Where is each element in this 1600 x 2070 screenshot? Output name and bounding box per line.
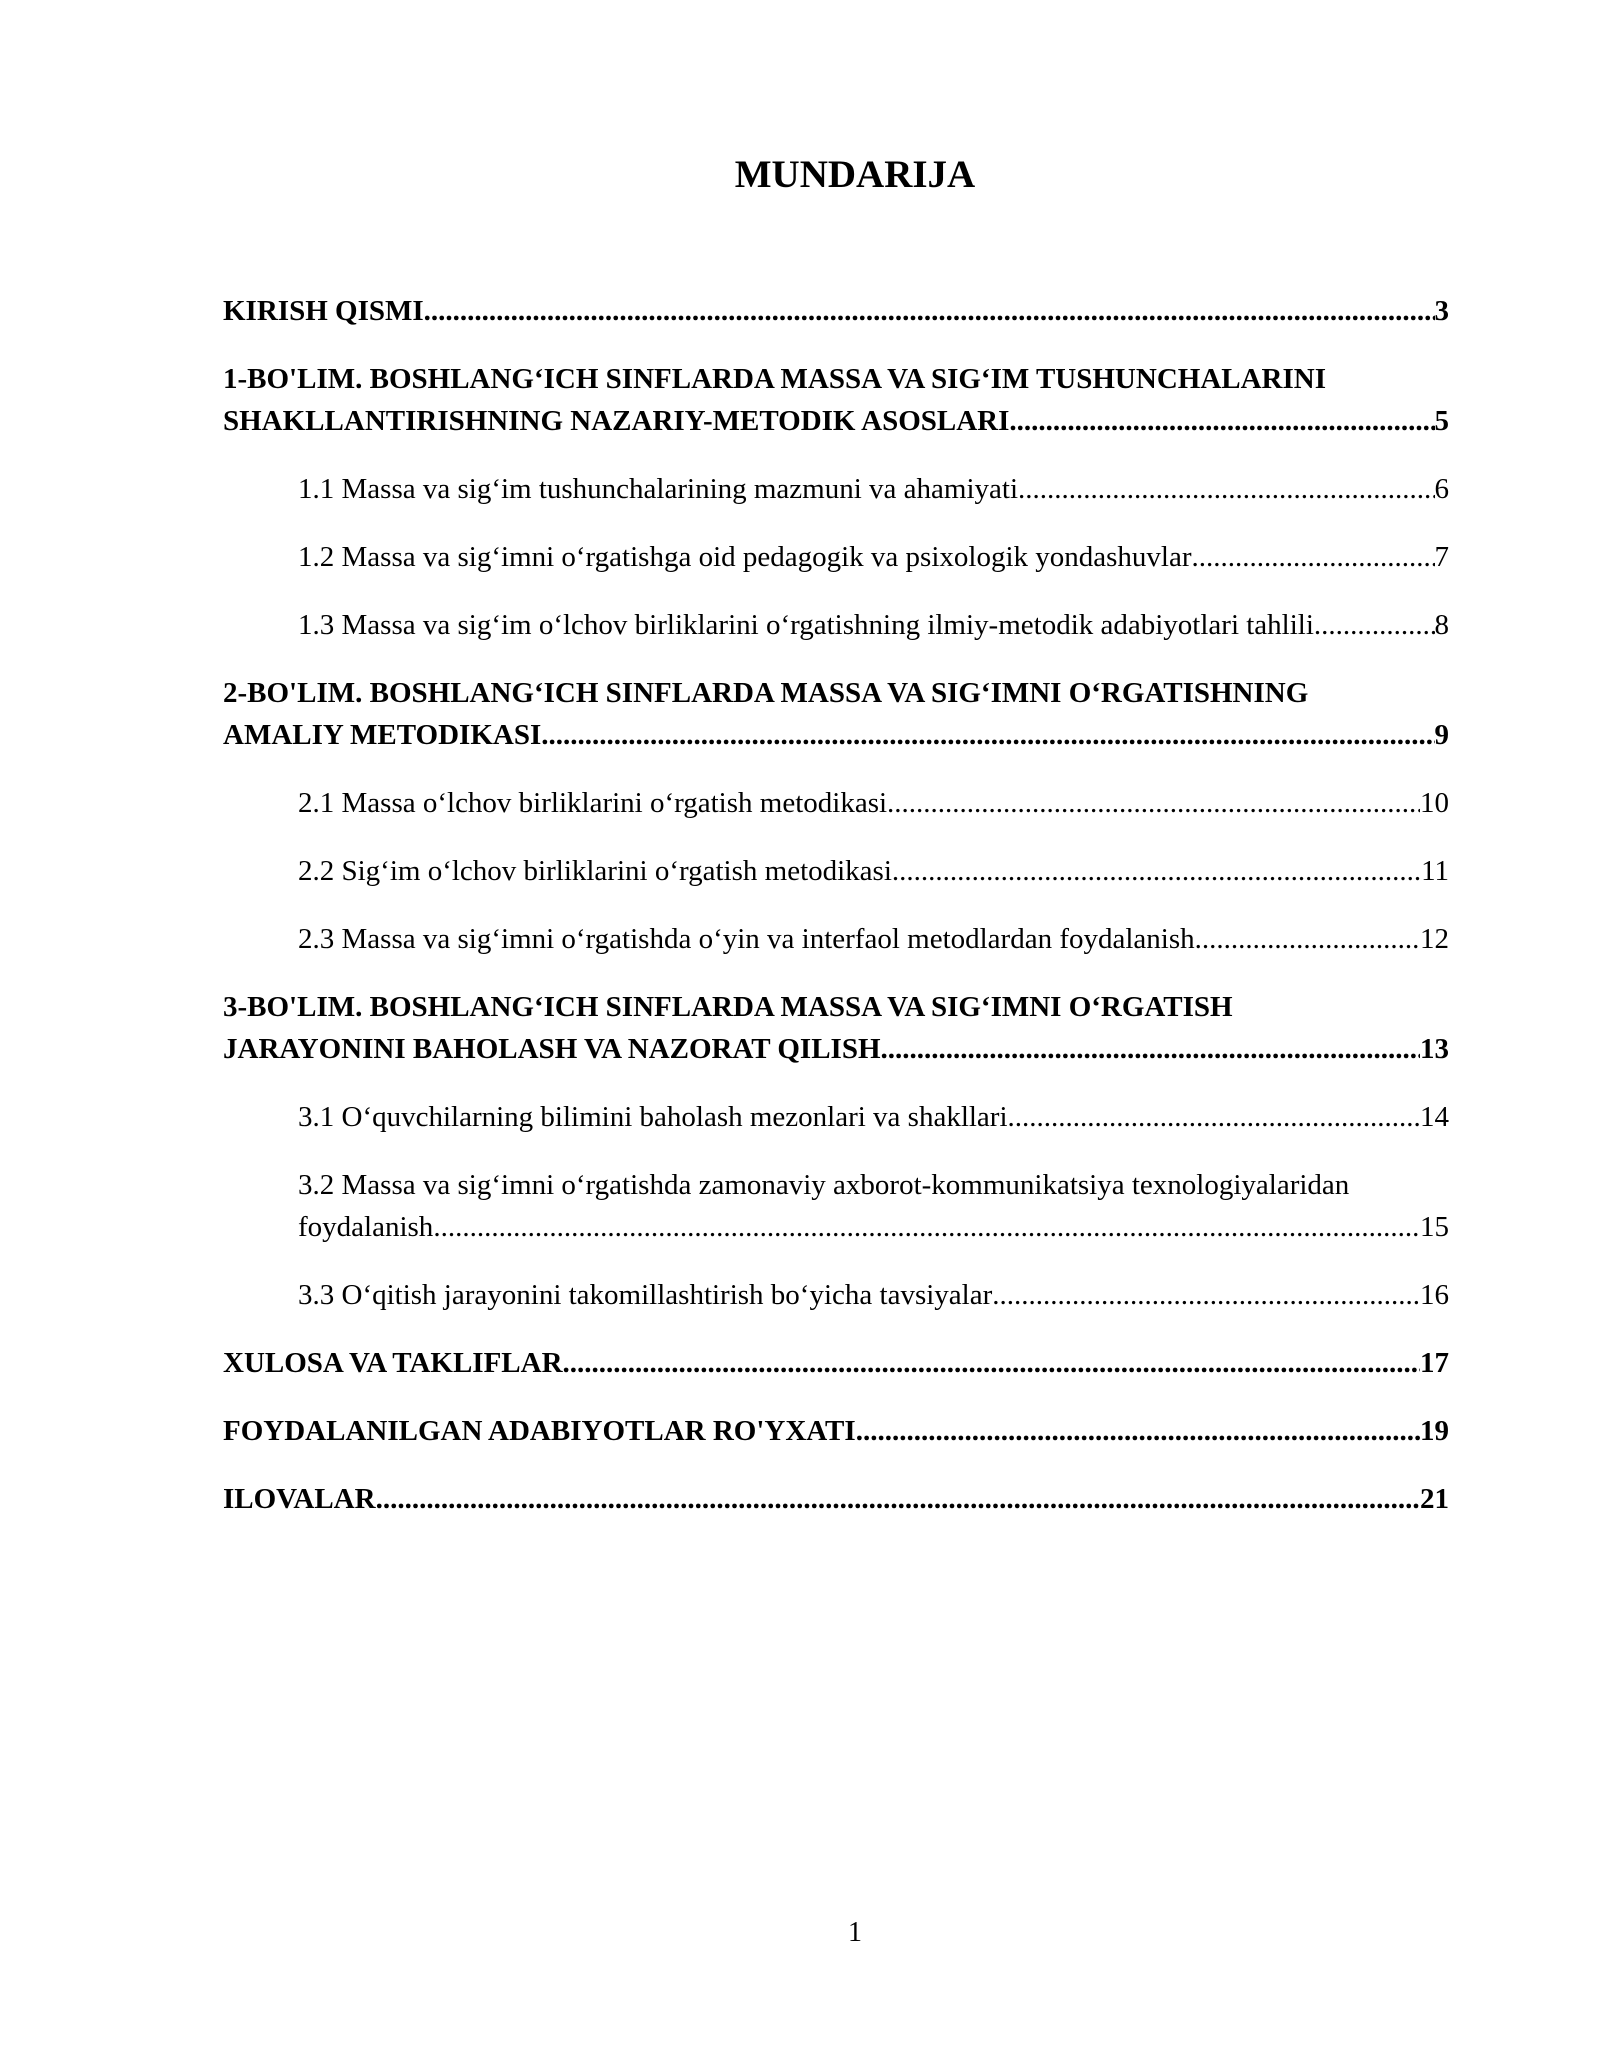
dot-leader [563,1342,1420,1384]
toc-entry-page-number: 12 [1420,923,1449,955]
dot-leader [856,1410,1420,1452]
toc-entry-subsection[interactable] [223,1096,1449,1138]
toc-entry-line [298,1096,1449,1138]
toc-entry-title-line: 3.2 Massa va sig‘imni o‘rgatishda zamonaviy axborot-kommunikatsiya texnologiyalaridan [298,1169,1350,1201]
dot-leader [1314,604,1435,646]
toc-entry-subsection[interactable] [223,1274,1449,1316]
dot-leader [1192,536,1435,578]
toc-entry-title-line: 2-BO'LIM. BOSHLANG‘ICH SINFLARDA MASSA VA SIG‘IMNI O‘RGATISHNING [223,677,1309,709]
toc-entry-page-number: 9 [1434,719,1449,751]
toc-entry-title-line: 1-BO'LIM. BOSHLANG‘ICH SINFLARDA MASSA VA SIG‘IM TUSHUNCHALARINI [223,363,1327,395]
toc-entry-section[interactable] [223,290,1449,332]
toc-entry-page-number: 16 [1420,1279,1449,1311]
toc-entry-page-number: 8 [1434,609,1449,641]
toc-entry-line [298,536,1449,578]
toc-entry-title: 3.3 O‘qitish jarayonini takomillashtirish bo‘yicha tavsiyalar [298,1279,993,1311]
toc-entry-title: 3.1 O‘quvchilarning bilimini baholash mezonlari va shakllari [298,1101,1008,1133]
toc-entry-subsection[interactable] [223,1164,1449,1248]
toc-entry-subsection[interactable] [223,536,1449,578]
toc-entry-line [223,1028,1449,1070]
page-title: MUNDARIJA [734,153,976,196]
toc-entry-title-line: 3-BO'LIM. BOSHLANG‘ICH SINFLARDA MASSA VA SIG‘IMNI O‘RGATISH [223,991,1233,1023]
toc-entry-line [223,290,1449,332]
toc-entry-subsection[interactable] [223,782,1449,824]
dot-leader [1195,918,1420,960]
dot-leader [433,1206,1420,1248]
toc-entry-page-number: 6 [1434,473,1449,505]
toc-entry-line [298,918,1449,960]
toc-entry-line [298,782,1449,824]
toc-entry-page-number: 5 [1434,405,1449,437]
toc-entry-subsection[interactable] [223,468,1449,510]
toc-entry-page-number: 11 [1421,855,1449,887]
toc-entry-section[interactable] [223,1410,1449,1452]
toc-entry-page-number: 17 [1420,1347,1449,1379]
toc-entry-line [298,1274,1449,1316]
toc-entry-line [223,400,1449,442]
toc-entry-page-number: 7 [1434,541,1449,573]
toc-entry-line [298,468,1449,510]
toc-entry-line [223,714,1449,756]
dot-leader [541,714,1434,756]
toc-entry-title: FOYDALANILGAN ADABIYOTLAR RO'YXATI [223,1415,856,1447]
toc-entry-page-number: 3 [1434,295,1449,327]
toc-entry-page-number: 13 [1420,1033,1449,1065]
dot-leader [992,1274,1420,1316]
toc-entry-title: AMALIY METODIKASI [223,719,542,751]
dot-leader [1008,1096,1420,1138]
toc-entry-title: 1.2 Massa va sig‘imni o‘rgatishga oid pedagogik va psixologik yondashuvlar [298,541,1192,573]
toc-entry-title: 1.3 Massa va sig‘im o‘lchov birliklarini o‘rgatishning ilmiy-metodik adabiyotlari tahlili [298,609,1314,641]
toc-entry-title: KIRISH QISMI [223,295,424,327]
toc-entry-title: 2.1 Massa o‘lchov birliklarini o‘rgatish metodikasi [298,787,888,819]
dot-leader [1009,400,1434,442]
toc-entry-page-number: 15 [1420,1211,1449,1243]
toc-entry-title: 2.3 Massa va sig‘imni o‘rgatishda o‘yin va interfaol metodlardan foydalanish [298,923,1195,955]
toc-entry-line [223,1410,1449,1452]
toc-entry-line [223,1478,1449,1520]
toc-entry-title: 2.2 Sig‘im o‘lchov birliklarini o‘rgatish metodikasi [298,855,892,887]
dot-leader [376,1478,1420,1520]
toc-entry-subsection[interactable] [223,918,1449,960]
toc-entry-title: SHAKLLANTIRISHNING NAZARIY-METODIK ASOSLARI [223,405,1010,437]
toc-entry-section[interactable] [223,1478,1449,1520]
dot-leader [424,290,1435,332]
toc-entry-section[interactable] [223,1342,1449,1384]
toc-entry-line [298,850,1449,892]
toc-entry-page-number: 10 [1420,787,1449,819]
toc-entry-subsection[interactable] [223,850,1449,892]
toc-entry-title: ILOVALAR [223,1483,376,1515]
toc-entry-page-number: 19 [1420,1415,1449,1447]
toc-entry-subsection[interactable] [223,604,1449,646]
toc-entry-page-number: 14 [1420,1101,1449,1133]
dot-leader [1018,468,1434,510]
table-of-contents [223,290,1449,1546]
toc-entry-title: foydalanish [298,1211,434,1243]
toc-entry-page-number: 21 [1420,1483,1449,1515]
toc-entry-line [298,1206,1449,1248]
dot-leader [892,850,1421,892]
toc-entry-title: 1.1 Massa va sig‘im tushunchalarining mazmuni va ahamiyati [298,473,1019,505]
toc-entry-section[interactable] [223,986,1449,1070]
toc-entry-title: XULOSA VA TAKLIFLAR [223,1347,563,1379]
page-number: 1 [848,1917,862,1948]
toc-entry-line [298,604,1449,646]
dot-leader [881,1028,1420,1070]
toc-entry-title: JARAYONINI BAHOLASH VA NAZORAT QILISH [223,1033,881,1065]
dot-leader [887,782,1420,824]
toc-entry-section[interactable] [223,672,1449,756]
toc-entry-section[interactable] [223,358,1449,442]
toc-entry-line [223,1342,1449,1384]
